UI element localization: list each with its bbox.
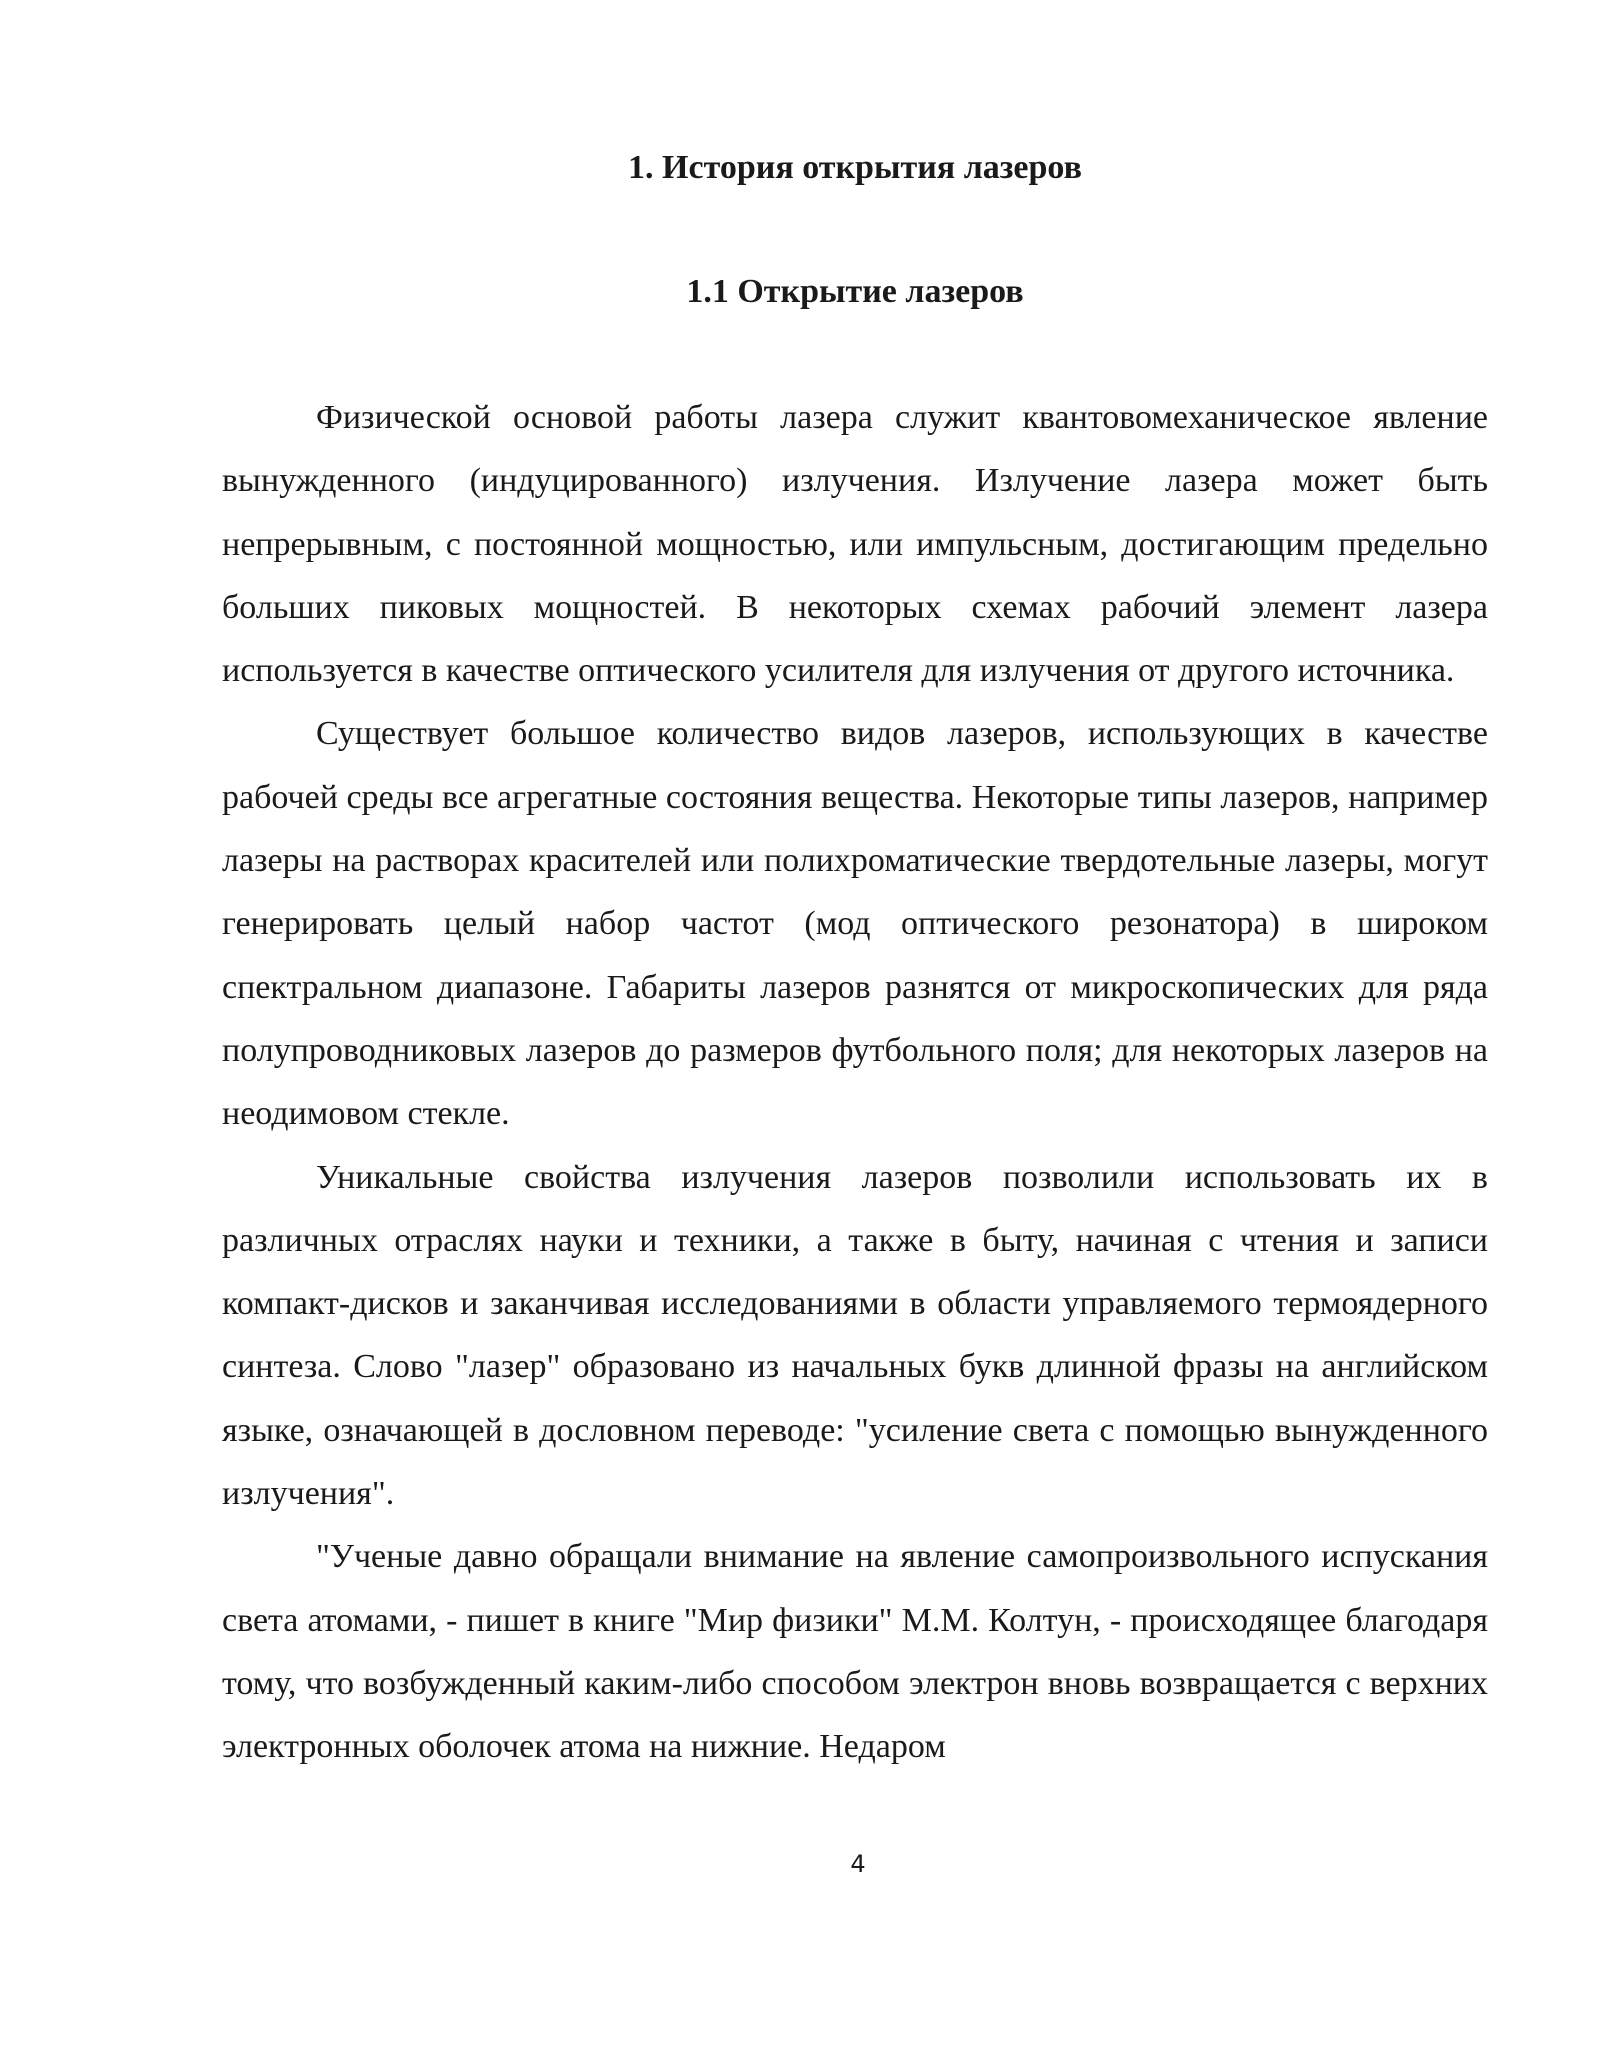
page-number: 4 — [850, 1850, 866, 1878]
body-text — [222, 386, 1488, 1779]
paragraph: Физической основой работы лазера служит квантовомеханическое явление вынужденного (индуцированного) излучения. Излучение лазера может быть непрерывным, с постоянной мощностью, или импульсным, достигающим предельно больших пиковых мощностей. В некоторых схемах рабочий элемент лазера используется в качестве оптического усилителя для излучения от другого источника. — [222, 399, 1488, 690]
paragraph: Уникальные свойства излучения лазеров позволили использовать их в различных отраслях науки и техники, а также в быту, начиная с чтения и записи компакт-дисков и заканчивая исследованиями в области управляемого термоядерного синтеза. Слово "лазер" образовано из начальных букв длинной фразы на английском языке, означающей в дословном переводе: "усиление света с помощью вынужденного излучения". — [222, 1158, 1488, 1513]
page-content — [222, 138, 1488, 1779]
section-heading: 1.1 Открытие лазеров — [686, 273, 1024, 310]
paragraph: "Ученые давно обращали внимание на явление самопроизвольного испускания света атомами, - пишет в книге "Мир физики" М.М. Колтун, - происходящее благодаря тому, что возбужденный каким-либо способом электрон вновь возвращается с верхних электронных оболочек атома на нижние. Недаром — [222, 1538, 1488, 1766]
paragraph: Существует большое количество видов лазеров, использующих в качестве рабочей среды все агрегатные состояния вещества. Некоторые типы лазеров, например лазеры на растворах красителей или полихроматические твердотельные лазеры, могут генерировать целый набор частот (мод оптического резонатора) в широком спектральном диапазоне. Габариты лазеров разнятся от микроскопических для ряда полупроводниковых лазеров до размеров футбольного поля; для некоторых лазеров на неодимовом стекле. — [222, 715, 1488, 1133]
chapter-heading: 1. История открытия лазеров — [628, 149, 1082, 186]
